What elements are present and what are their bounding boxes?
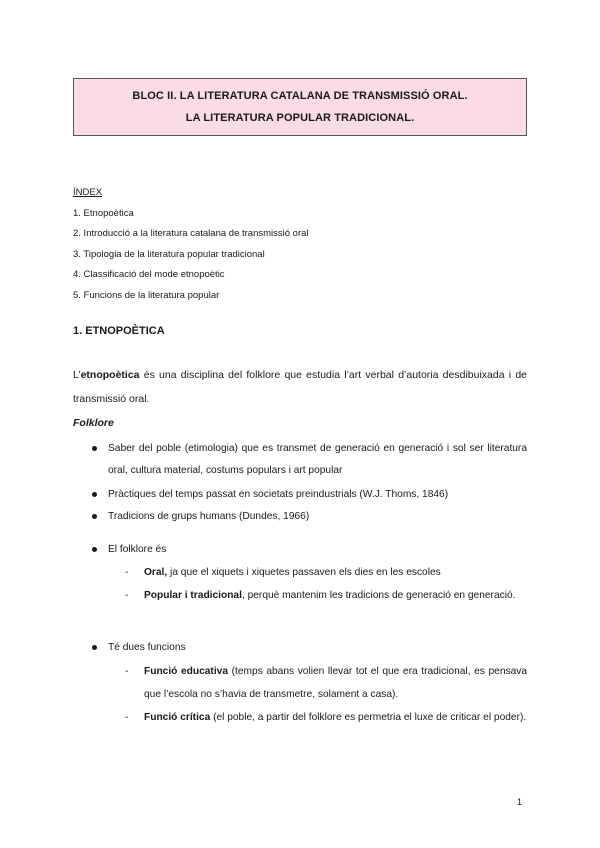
dash-text <box>144 561 527 584</box>
index-item: 4. Classificació del mode etnopoètic <box>73 269 225 281</box>
bullet-text: Pràctiques del temps passat en societats preindustrials (W.J. Thoms, 1846) <box>108 489 449 500</box>
index-section <box>73 183 309 307</box>
definition-paragraph <box>73 363 527 411</box>
bullet-text: Saber del poble (etimologia) que es transmet de generació en generació i sol ser literatura oral, cultura material, costums populars i art popular <box>108 443 527 476</box>
bullet-text: El folklore és <box>108 544 167 555</box>
index-item: 5. Funcions de la literatura popular <box>73 289 220 301</box>
para-bold-term: etnopoètica <box>80 369 140 381</box>
dash-text <box>144 706 527 729</box>
dash-text <box>144 660 527 706</box>
title-box <box>73 78 527 136</box>
bullet-icon <box>92 492 97 497</box>
dash-bold: Funció educativa <box>144 666 228 677</box>
dash-icon: - <box>125 712 129 723</box>
dash-rest: ja que el xiquets i xiquetes passaven els dies en les escoles <box>167 567 441 578</box>
dash-bold: Popular i tradicional <box>144 590 242 601</box>
index-heading: ÍNDEX <box>73 187 103 198</box>
index-item: 1. Etnopoètica <box>73 207 134 219</box>
index-item: 2. Introducció a la literatura catalana de transmissió oral <box>73 228 309 240</box>
page-number: 1 <box>517 797 523 807</box>
dash-bold: Funció crítica <box>144 712 211 723</box>
bullet-icon <box>92 547 97 552</box>
title-line-2: LA LITERATURA POPULAR TRADICIONAL. <box>185 112 415 124</box>
dash-rest: (temps abans volien llevar tot el que era tradicional, es pensava que l’escola no s’havia de transmetre, solament a casa). <box>144 666 528 700</box>
dash-text <box>144 584 527 607</box>
dash-icon: - <box>125 567 129 578</box>
folklore-subheading: Folklore <box>73 417 114 429</box>
para-rest: és una disciplina del folklore que estudia l’art verbal d’autoria desdibuixada i de transmissió oral. <box>73 369 527 405</box>
bullet-text: Té dues funcions <box>108 642 186 653</box>
title-line-1: BLOC II. LA LITERATURA CATALANA DE TRANSMISSIÓ ORAL. <box>132 90 468 102</box>
dash-icon: - <box>125 666 129 677</box>
dash-rest: , perquè mantenim les tradicions de generació en generació. <box>241 590 516 601</box>
index-item: 3. Tipologia de la literatura popular tradicional <box>73 248 265 260</box>
section-title: 1. ETNOPOÈTICA <box>73 325 165 337</box>
bullet-icon <box>92 514 97 519</box>
dash-rest: (el poble, a partir del folklore es permetria el luxe de criticar el poder). <box>210 712 527 723</box>
para-prefix: L’ <box>73 369 81 381</box>
bullet-icon <box>92 645 97 650</box>
bullet-icon <box>92 446 97 451</box>
dash-bold: Oral, <box>144 567 168 578</box>
dash-icon: - <box>125 590 129 601</box>
bullet-text: Tradicions de grups humans (Dundes, 1966) <box>108 511 310 522</box>
